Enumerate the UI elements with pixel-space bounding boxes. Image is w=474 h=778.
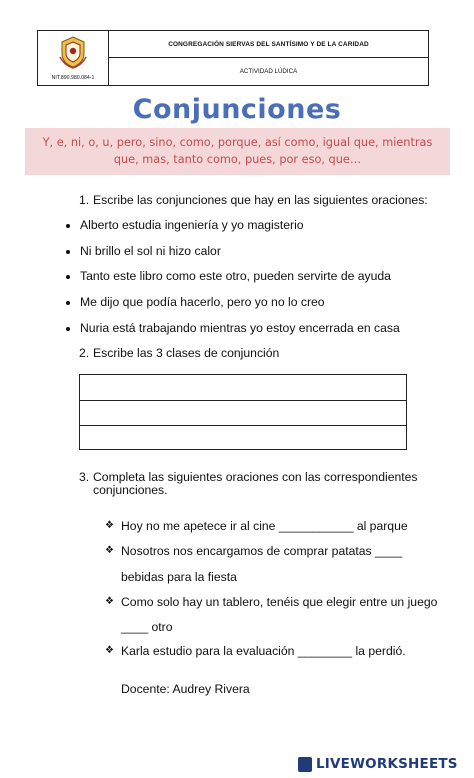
table-row-divider: [80, 425, 406, 426]
sentence-item: Me dijo que podía hacerlo, pero yo no lo creo: [80, 295, 325, 309]
q3-number: 3.: [79, 470, 90, 484]
table-row-divider: [80, 400, 406, 401]
fill-sentence-continuation: bebidas para la fiesta: [121, 570, 237, 584]
page-title: Conjunciones: [132, 94, 342, 125]
fill-sentence: [121, 644, 406, 658]
sentence-item: Nuria está trabajando mientras yo estoy encerrada en casa: [80, 321, 400, 335]
diamond-bullet-icon: ❖: [105, 520, 114, 531]
q1-prompt: Escribe las conjunciones que hay en las siguientes oraciones:: [93, 193, 428, 207]
bullet-icon: [66, 301, 70, 305]
nit-number: NIT.890.980.084-1: [51, 75, 95, 81]
conjunction-list-band: [25, 128, 450, 175]
conjunction-list-line-1: Y, e, ni, o, u, pero, sino, como, porque, así como, igual que, mientras: [42, 136, 433, 149]
activity-label: ACTIVIDAD LÚDICA: [239, 68, 298, 75]
bullet-icon: [66, 275, 70, 279]
q3-prompt-line-1: Completa las siguientes oraciones con las correspondientes: [93, 470, 418, 484]
fill-sentence-part: otro: [151, 620, 173, 634]
answer-table[interactable]: [79, 374, 407, 450]
bullet-icon: [66, 327, 70, 331]
blank-field[interactable]: ________: [297, 644, 353, 658]
blank-field[interactable]: ____: [375, 544, 403, 558]
fill-sentence-part: la perdió.: [355, 644, 406, 658]
blank-field[interactable]: ____: [121, 620, 149, 634]
fill-sentence: Como solo hay un tablero, tenéis que elegir entre un juego: [121, 595, 438, 609]
fill-sentence-part: Hoy no me apetece ir al cine: [121, 519, 276, 533]
fill-sentence: [121, 544, 402, 558]
q2-prompt: Escribe las 3 clases de conjunción: [93, 346, 280, 360]
diamond-bullet-icon: ❖: [105, 645, 114, 656]
bullet-icon: [66, 224, 70, 228]
fill-sentence-part: Nosotros nos encargamos de comprar patatas: [121, 544, 372, 558]
diamond-bullet-icon: ❖: [105, 596, 114, 607]
blank-field[interactable]: ___________: [278, 519, 354, 533]
sentence-item: Tanto este libro como este otro, pueden servirte de ayuda: [80, 269, 391, 283]
header-box: [37, 30, 429, 86]
teacher-name: Docente: Audrey Rivera: [121, 682, 250, 696]
liveworksheets-brand[interactable]: [316, 756, 458, 772]
fill-sentence: [121, 519, 408, 533]
conjunction-list-line-2: que, mas, tanto como, pues, por eso, que…: [113, 153, 362, 166]
sentence-item: Alberto estudia ingeniería y yo magisterio: [80, 218, 304, 232]
school-crest-icon: [58, 35, 88, 69]
bullet-icon: [66, 250, 70, 254]
q2-number: 2.: [79, 346, 90, 360]
diamond-bullet-icon: ❖: [105, 545, 114, 556]
brand-text: LIVEWORKSHEETS: [316, 756, 458, 772]
q1-number: 1.: [79, 193, 90, 207]
fill-sentence-continuation: [121, 620, 173, 634]
liveworksheets-logo-icon: [298, 757, 312, 772]
q3-prompt-line-2: conjunciones.: [93, 483, 168, 497]
sentence-item: Ni brillo el sol ni hizo calor: [80, 244, 221, 258]
fill-sentence-part: Karla estudio para la evaluación: [121, 644, 295, 658]
fill-sentence-part: al parque: [356, 519, 408, 533]
organization-name: CONGREGACIÓN SIERVAS DEL SANTÍSIMO Y DE LA CARIDAD: [168, 40, 369, 48]
